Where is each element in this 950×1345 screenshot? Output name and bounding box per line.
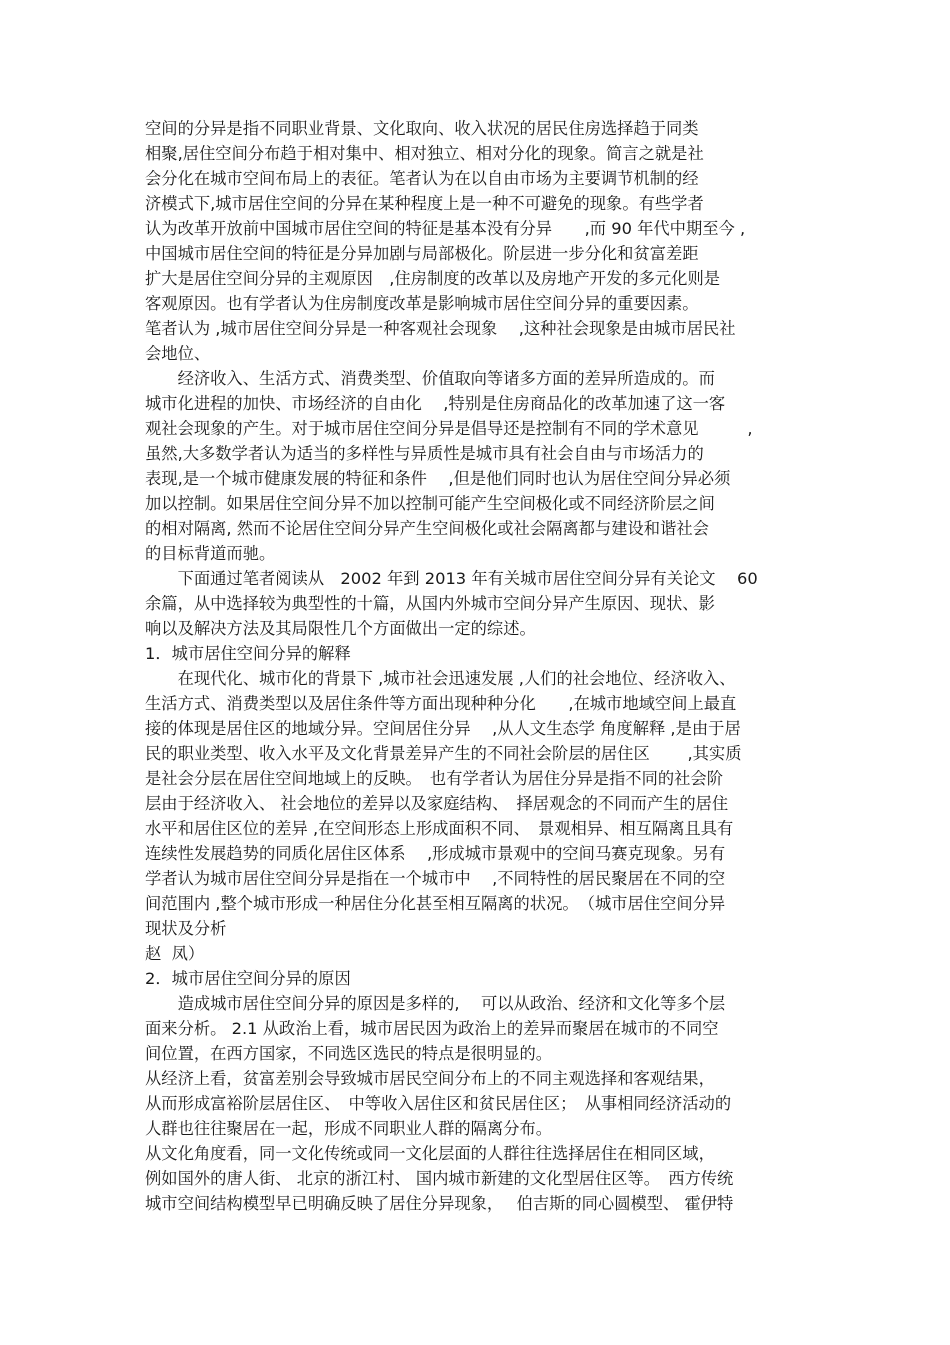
text-line: 扩大是居住空间分异的主观原因 ,住房制度的改革以及房地产开发的多元化则是 [145,269,721,288]
section-heading: 1．城市居住空间分异的解释 [145,644,351,663]
text-line: 客观原因。也有学者认为住房制度改革是影响城市居住空间分异的重要因素。 [145,294,699,313]
text-line: 在现代化、城市化的背景下 ,城市社会迅速发展 ,人们的社会地位、经济收入、 [145,669,736,688]
text-line: 生活方式、消费类型以及居住条件等方面出现种种分化 ,在城市地域空间上最直 [145,694,737,713]
text-line: 民的职业类型、收入水平及文化背景差异产生的不同社会阶层的居住区 ,其实质 [145,744,742,763]
text-line: 相聚,居住空间分布趋于相对集中、相对独立、相对分化的现象。简言之就是社 [145,144,704,163]
text-line: 间范围内 ,整个城市形成一种居住分化甚至相互隔离的状况。 （城市居住空间分异 [145,894,726,913]
text-line: 从经济上看，贫富差别会导致城市居民空间分布上的不同主观选择和客观结果， [145,1069,715,1088]
text-line: 经济收入、生活方式、消费类型、价值取向等诸多方面的差异所造成的。而 [145,369,715,388]
text-line: 认为改革开放前中国城市居住空间的特征是基本没有分异 ,而 90 年代中期至今 , [145,219,746,238]
text-line: 会分化在城市空间布局上的表征。笔者认为在以自由市场为主要调节机制的经 [145,169,699,188]
text-line: 连续性发展趋势的同质化居住区体系 ,形成城市景观中的空间马赛克现象。另有 [145,844,726,863]
text-line: 从而形成富裕阶层居住区、 中等收入居住区和贫民居住区； 从事相同经济活动的 [145,1094,732,1113]
text-line: 赵 凤） [145,944,205,963]
text-line: 响以及解决方法及其局限性几个方面做出一定的综述。 [145,619,536,638]
text-line: 城市化进程的加快、市场经济的自由化 ,特别是住房商品化的改革加速了这一客 [145,394,726,413]
text-line: 是社会分层在居住空间地域上的反映。 也有学者认为居住分异是指不同的社会阶 [145,769,723,788]
text-line: 间位置，在西方国家，不同选区选民的特点是很明显的。 [145,1044,553,1063]
text-line: 例如国外的唐人街、 北京的浙江村、 国内城市新建的文化型居住区等。 西方传统 [145,1169,734,1188]
text-line: 学者认为城市居住空间分异是指在一个城市中 ,不同特性的居民聚居在不同的空 [145,869,726,888]
text-line: 中国城市居住空间的特征是分异加剧与局部极化。阶层进一步分化和贫富差距 [145,244,699,263]
text-line: 下面通过笔者阅读从 2002 年到 2013 年有关城市居住空间分异有关论文 60 [145,569,758,588]
text-line: 观社会现象的产生。对于城市居住空间分异是倡导还是控制有不同的学术意见 , [145,419,753,438]
text-line: 的相对隔离, 然而不论居住空间分异产生空间极化或社会隔离都与建设和谐社会 [145,519,709,538]
text-line: 济模式下,城市居住空间的分异在某种程度上是一种不可避免的现象。有些学者 [145,194,704,213]
text-line: 人群也往往聚居在一起，形成不同职业人群的隔离分布。 [145,1119,553,1138]
text-line: 现状及分析 [145,919,227,938]
text-line: 空间的分异是指不同职业背景、文化取向、收入状况的居民住房选择趋于同类 [145,119,699,138]
text-line: 造成城市居住空间分异的原因是多样的, 可以从政治、经济和文化等多个层 [145,994,726,1013]
text-line: 加以控制。如果居住空间分异不加以控制可能产生空间极化或不同经济阶层之间 [145,494,715,513]
text-line: 会地位、 [145,344,211,363]
text-line: 从文化角度看，同一文化传统或同一文化层面的人群往往选择居住在相同区域， [145,1144,715,1163]
text-line: 的目标背道而驰。 [145,544,276,563]
text-line: 接的体现是居住区的地域分异。空间居住分异 ,从人文生态学 角度解释 ,是由于居 [145,719,741,738]
text-line: 面来分析。 2.1 从政治上看，城市居民因为政治上的差异而聚居在城市的不同空 [145,1019,719,1038]
section-heading: 2．城市居住空间分异的原因 [145,969,351,988]
text-line: 余篇，从中选择较为典型性的十篇，从国内外城市空间分异产生原因、现状、影 [145,594,715,613]
text-line: 笔者认为 ,城市居住空间分异是一种客观社会现象 ,这种社会现象是由城市居民社 [145,319,736,338]
text-line: 城市空间结构模型早已明确反映了居住分异现象， 伯吉斯的同心圆模型、 霍伊特 [145,1194,734,1213]
text-line: 层由于经济收入、 社会地位的差异以及家庭结构、 择居观念的不同而产生的居住 [145,794,729,813]
text-line: 水平和居住区位的差异 ,在空间形态上形成面积不同、 景观相异、相互隔离且具有 [145,819,734,838]
text-line: 表现,是一个城市健康发展的特征和条件 ,但是他们同时也认为居住空间分异必须 [145,469,731,488]
text-line: 虽然,大多数学者认为适当的多样性与异质性是城市具有社会自由与市场活力的 [145,444,704,463]
